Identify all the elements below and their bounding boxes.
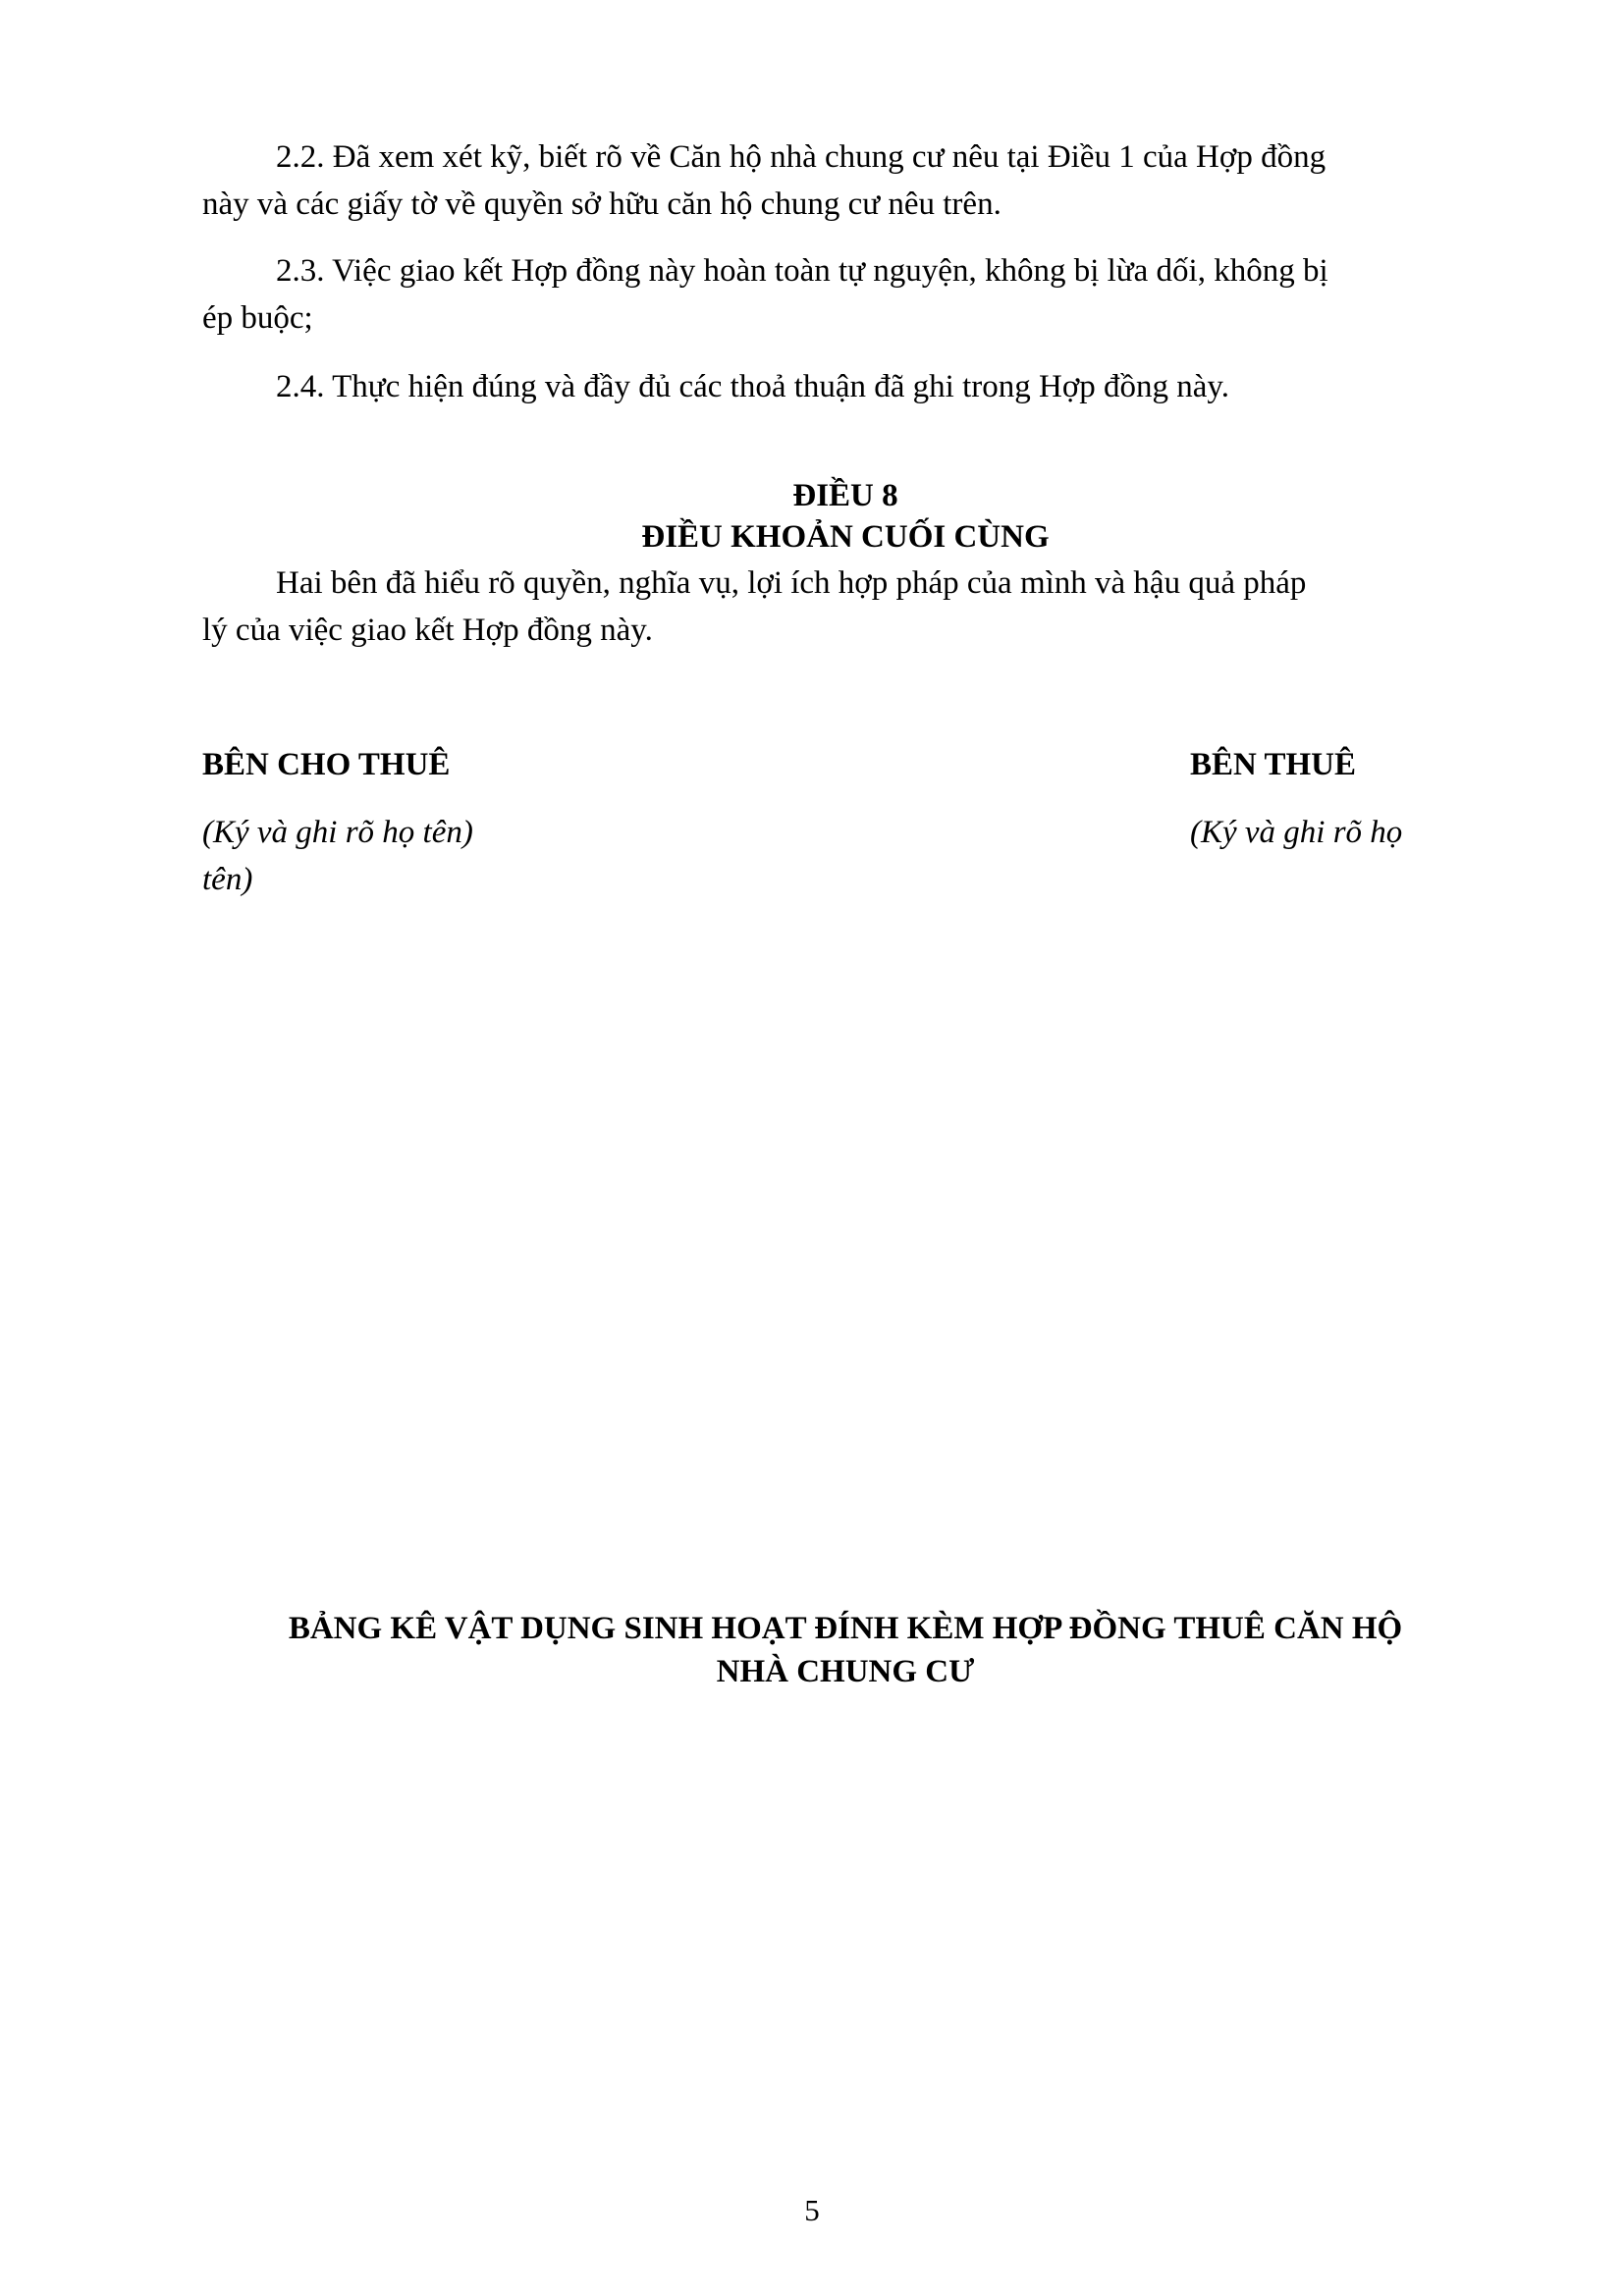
lessee-sign-note: (Ký và ghi rõ họ — [1190, 815, 1403, 850]
article-title: ĐIỀU KHOẢN CUỐI CÙNG — [641, 519, 1050, 555]
lessor-label: BÊN CHO THUÊ — [202, 747, 451, 782]
appendix-title-line2: NHÀ CHUNG CƯ — [716, 1654, 975, 1689]
clause-2-4 — [202, 363, 1489, 410]
page-number: 5 — [804, 2193, 820, 2227]
clause-2-3-line1: 2.3. Việc giao kết Hợp đồng này hoàn toàn tự nguyện, không bị lừa dối, không bị — [276, 253, 1328, 289]
lessor-sign-note: (Ký và ghi rõ họ tên) — [202, 815, 473, 850]
clause-2-3 — [202, 247, 1489, 342]
article-number: ĐIỀU 8 — [792, 478, 898, 513]
clause-2-4-line1: 2.4. Thực hiện đúng và đầy đủ các thoả thuận đã ghi trong Hợp đồng này. — [276, 369, 1230, 404]
clause-2-2-line2: này và các giấy tờ về quyền sở hữu căn hộ chung cư nêu trên. — [202, 187, 1001, 222]
clause-2-2 — [202, 133, 1489, 228]
appendix-title-line1: BẢNG KÊ VẬT DỤNG SINH HOẠT ĐÍNH KÈM HỢP ĐỒNG THUÊ CĂN HỘ — [288, 1611, 1403, 1646]
clause-2-3-line2: ép buộc; — [202, 300, 313, 336]
article-body-line1: Hai bên đã hiểu rõ quyền, nghĩa vụ, lợi ích hợp pháp của mình và hậu quả pháp — [276, 565, 1307, 601]
article-body-line2: lý của việc giao kết Hợp đồng này. — [202, 613, 653, 648]
clause-2-2-line1: 2.2. Đã xem xét kỹ, biết rõ về Căn hộ nhà chung cư nêu tại Điều 1 của Hợp đồng — [276, 139, 1326, 175]
lessee-label: BÊN THUÊ — [1190, 747, 1357, 782]
lessor-sign-note-overflow: tên) — [202, 862, 253, 897]
article-body — [202, 560, 1489, 654]
